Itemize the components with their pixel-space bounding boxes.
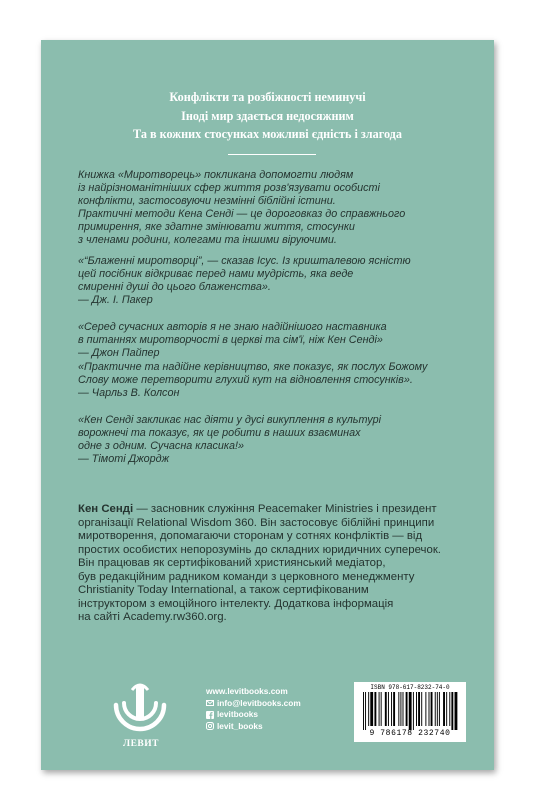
facebook-icon [206,711,214,719]
levit-logo-icon [111,678,169,738]
contact-text: info@levitbooks.com [217,697,301,708]
publisher-name: ЛЕВИТ [123,739,159,749]
quote-line: смиренні душі до цього блаженства». [78,281,271,294]
barcode-bar [370,692,373,726]
intro-line: з членами родини, колегами та іншими віруючими. [78,234,337,247]
isbn-barcode [354,682,466,742]
quote-attribution: — Джон Пайпер [78,347,160,360]
website-link[interactable] [206,686,301,698]
barcode-bar [418,692,420,726]
barcode-bar [443,692,445,726]
intro-line: Книжка «Миротворець» покликана допомогти людям [78,169,354,181]
barcode-bar [388,692,389,726]
endorsement-piper [78,321,468,360]
intro-line: примирення, яке здатне змінювати життя, стосунки [78,221,355,234]
author-bio-line: Він працював як сертифікований християнський медіатор, [78,557,386,569]
barcode-bar [416,692,417,726]
author-bio [78,503,478,625]
tagline [41,88,494,144]
author-bio-first-line [78,503,478,517]
author-bio-line: — засновник служіння Peacemaker Ministries і президент [133,503,437,515]
barcode-digits: 9 786178 232740 [369,729,451,738]
author-bio-line: миротворення, допомагаючи сторонам у сотнях конфліктів — від [78,530,423,542]
quote-line: в питаннях миротворчості в церкві та сім'ї, ніж Кен Сенді» [78,334,383,347]
instagram-icon [206,722,214,730]
barcode-bar [455,692,458,730]
quote-line: «Практичне та надійне керівництво, яке показує, як послух Божому [78,361,428,373]
barcode-bar [431,692,433,726]
barcode-bar [381,692,382,726]
barcode-bar [437,692,438,726]
barcode-bar [413,692,414,730]
barcode-bar [368,692,369,726]
barcode-bar [449,692,450,726]
author-name: Кен Сенді [78,503,134,515]
tagline-line: Іноді мир здається недосяжним [181,108,354,123]
tagline-line: Конфлікти та розбіжності неминучі [169,90,366,104]
author-bio-line: на сайті Academy.rw360.org. [78,611,227,623]
barcode-bar [374,692,376,726]
barcode-bar [425,692,426,726]
author-bio-line: Christianity Today International, а також сертифікованим [78,584,369,596]
barcode-bar [451,692,453,730]
quote-line: «Кен Сенді закликає нас діяти у дусі викуплення в культурі [78,414,382,426]
isbn-number: ISBN 978-617-8232-74-0 [370,684,450,691]
quote-line: Слову може перетворити глухий кут на відновлення стосунків». [78,374,413,387]
barcode-bar [429,692,430,726]
endorsement-george [78,414,468,466]
barcode-bar [409,692,412,730]
author-bio-line: організації Relational Wisdom 360. Він застосовує біблійні принципи [78,516,435,529]
barcode-bar [393,692,395,726]
barcode-bar [421,692,422,726]
author-bio-line: був редакційним радником команди з церковного менеджменту [78,570,415,583]
contact-text: levit_books [217,720,263,731]
barcode-bar [385,692,387,726]
barcode-bar [398,692,399,726]
quote-attribution: — Тімоті Джордж [78,453,170,466]
author-bio-line: простих особистих непорозумінь до складних юридичних суперечок. [78,543,441,556]
facebook-link[interactable] [206,709,301,721]
quote-line: одне з одним. Сучасна класика!» [78,440,244,453]
barcode-bar [439,692,440,726]
quote-line: ворожнечі та показує, як це робити в наших взаєминах [78,427,361,440]
barcode-bar [435,692,436,726]
instagram-link[interactable] [206,721,301,733]
quote-line: цей посібник відкриває перед нами мудрість, яка веде [78,268,354,281]
barcode-bar [446,692,447,726]
quote-line: «Серед сучасних авторів я не знаю надійнішого наставника [78,321,387,333]
barcode-bar [403,692,404,726]
endorsement-colson [78,361,468,400]
divider [228,154,316,155]
tagline-line: Та в кожних стосунках можливі єдність і злагода [133,127,402,141]
barcode-bar [400,692,401,726]
barcode-bar [363,692,364,730]
intro-line: із найрізноманітніших сфер життя розв'язувати особисті [78,182,380,195]
barcode-bar [391,692,392,726]
barcode-bar [379,692,380,726]
barcode-bars [363,692,459,730]
contact-text: www.levitbooks.com [206,686,288,696]
email-icon [206,699,214,707]
intro-line: Практичні методи Кена Сенді — це дороговказ до справжнього [78,208,406,221]
endorsement-packer [78,255,468,307]
email-link[interactable] [206,698,301,710]
publisher-contacts [206,686,301,732]
author-bio-line: інструктором з емоційного інтелекту. Додаткова інформація [78,597,394,610]
contact-text: levitbooks [217,709,259,719]
quote-attribution: — Чарльз В. Колсон [78,387,180,400]
barcode-bar [365,692,366,730]
intro-line: конфлікти, застосовуючи незмінні біблійні істини. [78,195,336,208]
quote-attribution: — Дж. І. Пакер [78,294,153,307]
quote-line: «“Блаженні миротворці”, — сказав Ісус. Із кришталевою ясністю [78,255,411,267]
intro-paragraph [78,169,468,248]
barcode-bar [406,692,408,726]
book-back-cover [41,40,494,770]
